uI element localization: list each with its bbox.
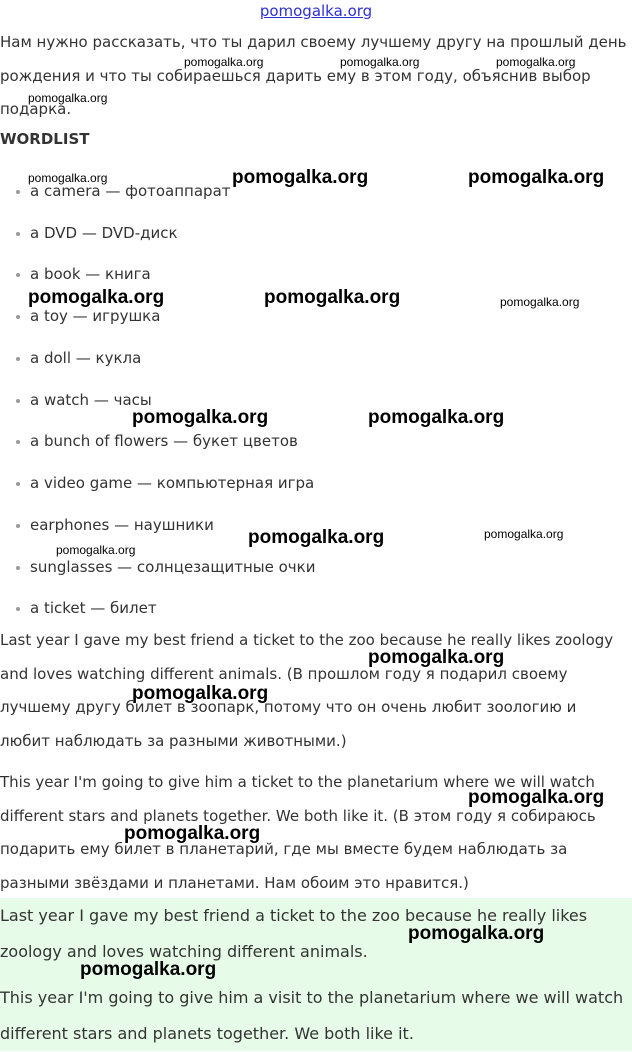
watermark: pomogalka.org <box>248 527 385 548</box>
bullet-icon <box>16 524 20 528</box>
bullet-icon <box>16 482 20 486</box>
wordlist-item <box>0 348 141 368</box>
wordlist-item-text: a video game — компьютерная игра <box>30 474 315 492</box>
wordlist-item-text: sunglasses — солнцезащитные очки <box>30 558 316 576</box>
highlighted-paragraph-1: Last year I gave my best friend a ticket to the zoo because he really likes zoology and loves watching different animals. <box>0 906 588 961</box>
watermark: pomogalka.org <box>468 787 605 808</box>
watermark: pomogalka.org <box>80 959 217 980</box>
wordlist-item <box>0 390 152 410</box>
watermark: pomogalka.org <box>408 923 545 944</box>
watermark: pomogalka.org <box>28 171 108 185</box>
wordlist-item-text: a camera — фотоаппарат <box>30 182 231 200</box>
answer-paragraph-2: This year I'm going to give him a ticket to the planetarium where we will watch different stars and planets together. We both like it. (В этом году я собираюсь подарить ему билет в планетарий, где мы вместе будем наблюдать за разными звёздами и планетами. Нам обоим это нравится.) <box>0 773 596 892</box>
wordlist-item-text: earphones — наушники <box>30 516 214 534</box>
wordlist-item-text: a ticket — билет <box>30 599 157 617</box>
watermark: pomogalka.org <box>28 287 165 308</box>
bullet-icon <box>16 399 20 403</box>
watermark: pomogalka.org <box>264 287 401 308</box>
watermark: pomogalka.org <box>468 167 605 188</box>
bullet-icon <box>16 566 20 570</box>
wordlist-item <box>0 557 315 577</box>
watermark: pomogalka.org <box>340 55 420 69</box>
wordlist-item <box>0 264 151 284</box>
site-header-link[interactable]: pomogalka.org <box>259 2 373 20</box>
highlighted-paragraph-2: This year I'm going to give him a visit to the planetarium where we will watch different stars and planets together. We both like it. <box>0 988 624 1043</box>
watermark: pomogalka.org <box>124 823 261 844</box>
watermark: pomogalka.org <box>368 647 505 668</box>
watermark: pomogalka.org <box>496 55 576 69</box>
watermark: pomogalka.org <box>232 167 369 188</box>
bullet-icon <box>16 440 20 444</box>
wordlist-item <box>0 515 214 535</box>
wordlist-item-text: a toy — игрушка <box>30 307 161 325</box>
bullet-icon <box>16 273 20 277</box>
watermark: pomogalka.org <box>56 543 136 557</box>
wordlist-title: WORDLIST <box>0 130 90 148</box>
task-paragraph: Нам нужно рассказать, что ты дарил своему лучшему другу на прошлый день рождения и что ты собираешься дарить ему в этом году, объяснив выбор подарка. <box>0 33 627 118</box>
watermark: pomogalka.org <box>132 407 269 428</box>
watermark: pomogalka.org <box>500 295 580 309</box>
bullet-icon <box>16 607 20 611</box>
wordlist-item-text: a watch — часы <box>30 391 152 409</box>
bullet-icon <box>16 315 20 319</box>
wordlist-item-text: a bunch of flowers — букет цветов <box>30 432 298 450</box>
wordlist-item-text: a book — книга <box>30 265 151 283</box>
wordlist-item <box>0 306 160 326</box>
wordlist-item <box>0 431 298 451</box>
watermark: pomogalka.org <box>484 527 564 541</box>
watermark: pomogalka.org <box>132 683 269 704</box>
wordlist-item-text: a doll — кукла <box>30 349 142 367</box>
wordlist-item <box>0 598 157 618</box>
wordlist-item <box>0 473 314 493</box>
bullet-icon <box>16 190 20 194</box>
bullet-icon <box>16 232 20 236</box>
wordlist-item <box>0 223 178 243</box>
bullet-icon <box>16 357 20 361</box>
watermark: pomogalka.org <box>368 407 505 428</box>
watermark: pomogalka.org <box>184 55 264 69</box>
answer-paragraph-1: Last year I gave my best friend a ticket to the zoo because he really likes zoology and loves watching different animals. (В прошлом году я подарил своему лучшему другу билет в зоопарк, потому что он очень любит зоологию и любит наблюдать за разными животными.) <box>0 631 614 750</box>
watermark: pomogalka.org <box>28 91 108 105</box>
wordlist-item-text: a DVD — DVD-диск <box>30 224 178 242</box>
